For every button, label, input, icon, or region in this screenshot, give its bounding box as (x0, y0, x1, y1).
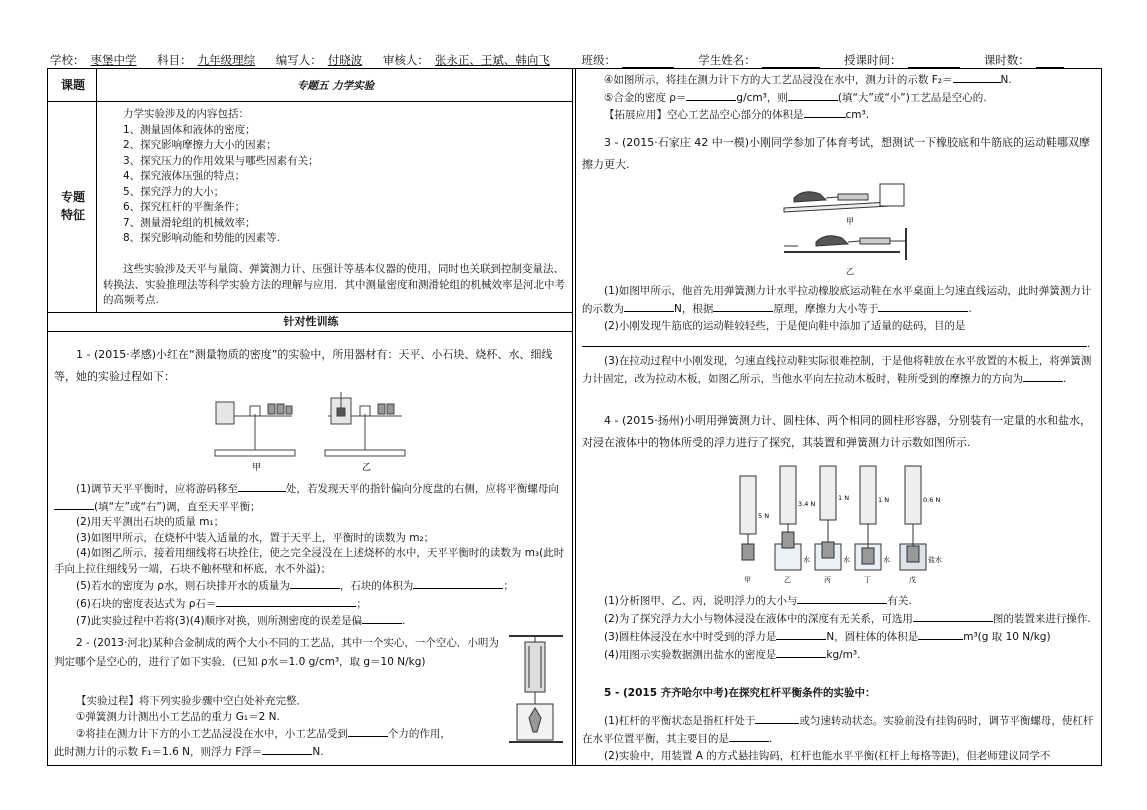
q3-p1b: N，根据 (674, 303, 714, 315)
reading-wu: 0.6 N (923, 496, 941, 504)
q2-step2a: ②将挂在测力计下方的小工艺品浸没在水中，小工艺品受到 (76, 728, 348, 740)
right-top-block (582, 71, 1094, 124)
feature-item: 4、探究液体压强的特点； (123, 170, 246, 182)
q4-p1a: (1)分析图甲、乙、丙，说明浮力的大小与 (604, 595, 798, 607)
q5-intro: 5 - (2015 齐齐哈尔中考)在探究杠杆平衡条件的实验中： (604, 687, 876, 699)
feature-item: 2、探究影响摩擦力大小的因素； (123, 139, 277, 151)
balance-base-a (215, 450, 295, 456)
topic-title: 专题五 力学实验 (296, 80, 375, 92)
q1-step1a: (1)调节天平平衡时，应将游码移至 (76, 483, 238, 495)
answer-blank[interactable] (686, 89, 736, 101)
feature-intro: 力学实验涉及的内容包括： (123, 108, 249, 120)
school-value: 枣堡中学 (90, 53, 137, 67)
time-blank (908, 56, 960, 68)
school-label: 学校： (50, 53, 85, 67)
q3-intro: 3 - (2015·石家庄 42 中一模)小刚同学参加了体育考试，想测试一下橡胶底和牛筋底的运动鞋哪双摩擦力更大. (582, 136, 1091, 171)
q5-p1b: 或匀速转动状态。实验前没有挂钩码时，调节平衡螺母，使杠杆在水平位置平衡，其主要目的是 (582, 715, 1094, 745)
training-title: 针对性训练 (283, 315, 339, 328)
q2-process (54, 694, 566, 760)
q1-step5b: ，石块的体积为 (339, 580, 414, 592)
shoe-friction-figure (780, 180, 920, 278)
scale-yi (780, 466, 796, 524)
answer-blank[interactable] (918, 628, 963, 640)
fig-label-yi: 乙 (362, 463, 372, 473)
q1-step1c: (填“左”或“右”)调，直至天平平衡； (94, 500, 261, 513)
r3b: cm³. (845, 109, 870, 121)
label-bing: 丙 (824, 576, 831, 584)
q4-intro: 4 - (2015·扬州)小明用弹簧测力计、圆柱体、两个相同的圆柱形容器，分别装有一定量的水和盐水，对浸在液体中的物体所受的浮力进行了探究，其装置和弹簧测力计示数如图所示. (582, 414, 1092, 449)
student-blank (762, 56, 820, 68)
student-label: 学生姓名： (698, 53, 756, 67)
balance-figure (210, 392, 410, 474)
answer-blank[interactable] (713, 300, 773, 312)
topic-title-cell (96, 68, 573, 102)
q1-step3: (3)如图甲所示，在烧杯中装入适量的水，置于天平上，平衡时的读数为 m₂； (76, 531, 435, 544)
author-label: 编写人： (275, 53, 322, 67)
reviewer-value: 张永正、王斌、韩向飞 (434, 53, 550, 67)
r1b: N. (1000, 74, 1012, 86)
feature-item: 5、探究浮力的大小； (123, 185, 225, 198)
answer-blank[interactable] (624, 300, 674, 312)
q3-fig-jia: 甲 (846, 217, 854, 226)
q4-p4b: kg/m³. (826, 649, 861, 661)
feature-paragraph: 这些实验涉及天平与量筒、弹簧测力计、压强计等基本仪器的使用，同时也关联到控制变量法、转换法、实验推理法等科学实验方法的理解与应用．其中测量密度和测滑轮组的机械效率是河北中考的高频考点. (103, 263, 565, 306)
answer-blank[interactable] (729, 730, 769, 742)
q1-step2: (2)用天平测出石块的质量 m₁； (76, 516, 225, 528)
reading-yi: 3.4 N (798, 500, 816, 508)
fig-label-jia: 甲 (252, 463, 262, 473)
scale-jia (740, 476, 756, 534)
r1a: ④如图所示，将挂在测力计下方的大工艺品浸没在水中，测力计的示数 F₂＝ (604, 74, 953, 86)
q1-step5a: (5)若水的密度为 ρ水，则石块排开水的质量为 (76, 580, 290, 592)
q4-p1b: 有关. (887, 595, 912, 607)
q5-parts: (1)杠杆的平衡状态是指杠杆处于 或匀速转动状态。实验前没有挂钩码时，调节平衡螺母，使杠杆在水平位置平衡，其主要目的是 . (2)实验中，用装置 A 的方式悬挂钩码，杠杆也能水平平衡(杠杆上每格等距)，但老师建议同学不 (582, 712, 1094, 765)
feature-item: 1、测量固体和液体的密度； (123, 123, 256, 136)
q2-step2c: 此时测力计的示数 F₁＝1.6 N，则浮力 F浮＝ (54, 745, 263, 758)
reading-ding: 1 N (878, 496, 890, 504)
answer-blank[interactable] (582, 335, 1087, 347)
reading-jia: 5 N (758, 512, 770, 520)
q2-intro: 2 - (2013·河北)某种合金制成的两个大小不同的工艺品，其中一个实心，一个空心．小明为判定哪个是空心的，进行了如下实验．(已知 ρ水＝1.0 g/cm³，取 g＝10 N/kg) (54, 637, 499, 668)
subject-label: 科目： (157, 53, 192, 67)
q2-step2d: N. (312, 745, 324, 758)
q3-p2: (2)小刚发现牛筋底的运动鞋较轻些，于是便向鞋中添加了适量的砝码，目的是 (604, 320, 966, 332)
label-wu: 戊 (909, 576, 916, 584)
label-yi: 乙 (784, 576, 791, 584)
answer-blank[interactable] (953, 71, 1001, 83)
feature-list (123, 107, 563, 247)
q2-step1: ①弹簧测力计测出小工艺品的重力 G₁＝2 N. (76, 710, 280, 723)
answer-blank[interactable] (362, 612, 402, 624)
q4-p4a: (4)用图示实验数据测出盐水的密度是 (604, 649, 777, 661)
label-ding: 丁 (864, 576, 871, 584)
q1-step4: (4)如图乙所示，接着用细线将石块拴住，使之完全浸没在上述烧杯的水中，天平平衡时的读数为 m₃(此时手向上拉住细线另一端，石块不触杯壁和杯底，水不外溢)； (54, 547, 565, 575)
q3-p1: (1)如图甲所示，他首先用弹簧测力计水平拉动橡胶底运动鞋在水平桌面上匀速直线运动，此时弹簧测力计的示数为 (582, 285, 1092, 315)
scale-wu (905, 466, 921, 524)
time-label: 授课时间： (844, 53, 902, 67)
answer-blank[interactable] (1023, 370, 1063, 382)
label-jia: 甲 (744, 576, 751, 584)
q1-step1b: 处，若发现天平的指针偏向分度盘的右侧，应将平衡螺母向 (285, 483, 559, 495)
feature-content-cell (96, 101, 573, 313)
q1-step6: (6)石块的密度表达式为 ρ石＝ (76, 597, 217, 610)
author-value: 付晓波 (327, 53, 363, 67)
q1-steps: (1)调节天平平衡时，应将游码移至 处，若发现天平的指针偏向分度盘的右侧，应将平衡螺母向(填“左”或“右”)调，直至天平平衡； (2)用天平测出石块的质量 m₁； (3)如图甲所示，在烧杯中装入适量的水，置于天平上，平衡时的读数为 m₂； (4)如图乙所示，接着用细线将石块拴住，使之完全浸没在上述烧杯的水中，天平平衡时的读数为 m₃(此时手向上拉住细线另一端，石块不触杯壁和杯底，水不外溢)； (5)若水的密度为 ρ水，则石块排开水的质量为 ，石块的体积为 ； (6)石块的密度表达式为 ρ石＝ ； (7)此实验过程中若将(3)(4)顺序对换，则所测密度的误差是偏 . (54, 480, 566, 630)
class-blank (622, 56, 674, 68)
subject-value: 九年级理综 (197, 53, 256, 67)
answer-blank[interactable] (348, 725, 388, 737)
answer-blank[interactable] (788, 89, 838, 101)
liquid-yi: 水 (803, 556, 810, 564)
q4-p2b: 图的装置来进行操作. (992, 613, 1091, 625)
q3-p3: (3)在拉动过程中小刚发现，匀速直线拉动鞋实际很难控制，于是他将鞋放在水平放置的木板上，将弹簧测力计固定，改为拉动木板，如图乙所示，当他水平向左拉动木板时，鞋所受到的摩擦力的方向为 (582, 355, 1092, 385)
q4-p3b: N，圆柱体的体积是 (826, 631, 919, 643)
topic-label-cell (47, 68, 97, 102)
scale-ding (860, 466, 876, 524)
feature-item: 6、探究杠杆的平衡条件； (123, 201, 246, 213)
page-header (50, 52, 1100, 68)
feature-item: 3、探究压力的作用效果与哪些因素有关； (123, 154, 319, 167)
answer-blank[interactable] (262, 743, 312, 755)
answer-blank[interactable] (54, 498, 94, 510)
q3-p1c: 原理，摩擦力大小等于 (773, 303, 879, 315)
liquid-ding: 水 (883, 556, 890, 564)
q2-proc-head: 【实验过程】将下列实验步骤中空白处补充完整． (76, 695, 307, 707)
topic-label: 课题 (60, 78, 85, 92)
answer-blank[interactable] (913, 610, 993, 622)
q1-intro: 1 - (2015·孝感)小红在“测量物质的密度”的实验中，所用器材有：天平、小石块、烧杯、水、细线等，她的实验过程如下： (54, 348, 553, 383)
feature-item: 8、探究影响动能和势能的因素等. (123, 232, 281, 244)
answer-blank[interactable] (804, 106, 846, 118)
q3-fig-yi: 乙 (846, 267, 854, 276)
q4-p2a: (2)为了探究浮力大小与物体浸没在液体中的深度有无关系，可选用 (604, 613, 913, 625)
r3a: 【拓展应用】空心工艺品空心部分的体积是 (604, 109, 804, 121)
training-title-cell (47, 312, 573, 332)
class-label: 班级： (581, 53, 616, 67)
answer-blank[interactable] (290, 577, 340, 589)
q4-parts (582, 592, 1094, 664)
reading-bing: 1 N (838, 494, 850, 502)
q1-step7: (7)此实验过程中若将(3)(4)顺序对换，则所测密度的误差是偏 (76, 615, 363, 627)
answer-blank[interactable] (216, 595, 356, 607)
scale-bing (820, 466, 836, 520)
liquid-wu: 盐水 (928, 556, 942, 564)
answer-blank[interactable] (797, 592, 887, 604)
r2c: (填“大”或“小”)工艺品是空心的. (837, 91, 987, 104)
feature-item: 7、测量滑轮组的机械效率； (123, 216, 256, 229)
reviewer-label: 审核人： (382, 53, 429, 67)
answer-blank[interactable] (755, 712, 799, 724)
answer-blank[interactable] (878, 300, 968, 312)
hours-blank (1036, 56, 1064, 68)
r2b: g/cm³，则 (736, 91, 788, 104)
answer-blank[interactable] (776, 646, 826, 658)
hours-label: 课时数： (983, 53, 1030, 67)
q5-p1: (1)杠杆的平衡状态是指杠杆处于 (604, 715, 756, 727)
answer-blank[interactable] (413, 577, 503, 589)
answer-blank[interactable] (238, 480, 286, 492)
liquid-bing: 水 (843, 556, 850, 564)
feature-label: 专题 特征 (60, 190, 85, 222)
q2-step2b: 个力的作用， (387, 728, 451, 740)
q4-p3a: (3)圆柱体浸没在水中时受到的浮力是 (604, 631, 777, 643)
r2a: ⑤合金的密度 ρ＝ (604, 91, 687, 104)
q4-p3c: m³(g 取 10 N/kg) (963, 631, 1051, 643)
answer-blank[interactable] (776, 628, 826, 640)
q5-p2: (2)实验中，用装置 A 的方式悬挂钩码，杠杆也能水平平衡(杠杆上每格等距)，但老师建议同学不 (604, 750, 1051, 762)
buoyancy-figure (730, 458, 960, 586)
feature-label-cell (47, 101, 97, 313)
q3-parts: (1)如图甲所示，他首先用弹簧测力计水平拉动橡胶底运动鞋在水平桌面上匀速直线运动，此时弹簧测力计的示数为 N，根据 原理，摩擦力大小等于 . (2)小刚发现牛筋底的运动鞋较轻些，于是便向鞋中添加了适量的砝码，目的是 . (3)在拉动过程中小刚发现，匀速直线拉动鞋实际很难控制，于是他将鞋放在水平放置的木板上，将弹簧测力计固定，改为拉动木板，如图乙所示，当他水平向左拉动木板时，鞋所受到的摩擦力的方向为 . (582, 285, 1092, 385)
